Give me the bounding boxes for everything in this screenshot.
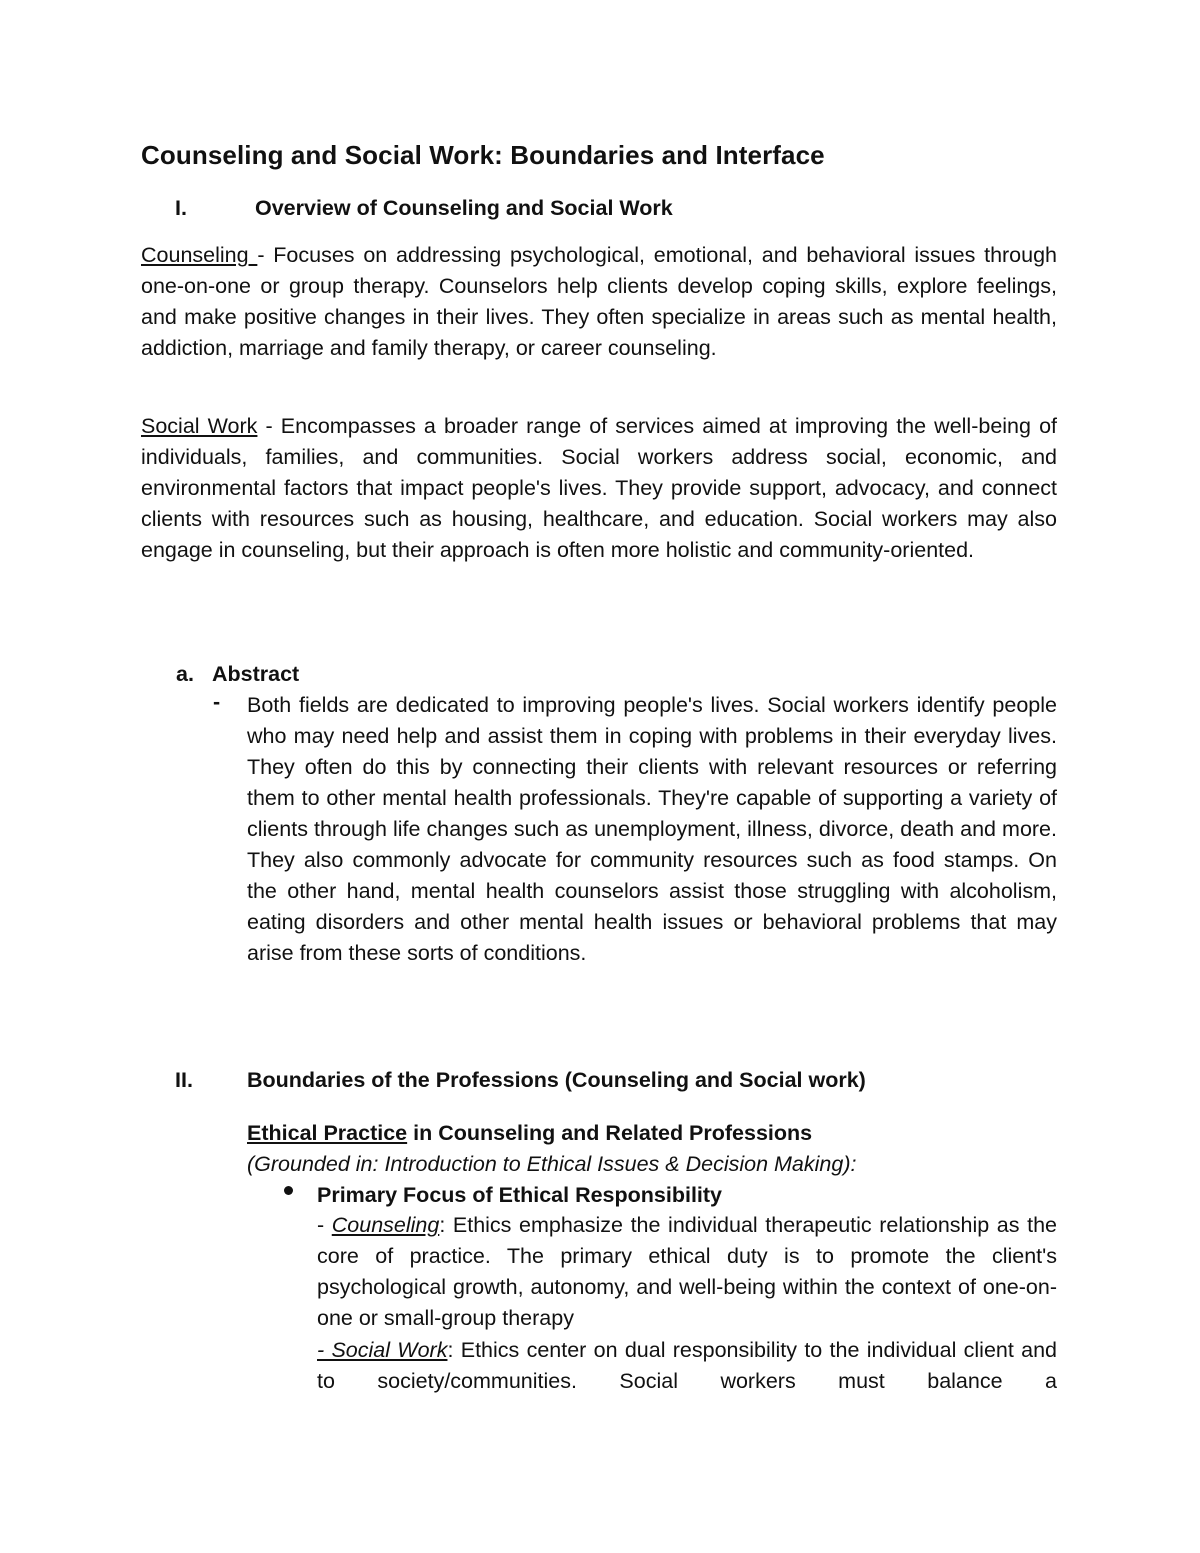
counseling-ethics-text: : Ethics emphasize the individual therapeutic relationship as the core of practice. The primary ethical duty is to promote the client's psychological growth, autonomy, and well-being within the context of one-on-one or small-group therapy: [317, 1213, 1057, 1330]
abstract-title: Abstract: [212, 662, 300, 686]
ethical-practice-rest: in Counseling and Related Professions: [407, 1121, 813, 1145]
counseling-term: Counseling: [141, 243, 258, 267]
counseling-ethics-prefix: -: [317, 1213, 332, 1237]
document-title: Counseling and Social Work: Boundaries and Interface: [141, 140, 825, 170]
abstract-heading: [176, 662, 476, 690]
ethical-practice-term: Ethical Practice: [247, 1121, 408, 1145]
grounding-line: (Grounded in: Introduction to Ethical Issues & Decision Making):: [247, 1152, 857, 1176]
section-2-number: II.: [175, 1068, 193, 1092]
abstract-paragraph: Both fields are dedicated to improving people's lives. Social workers identify people who may need help and assist them in coping with problems in their everyday lives. They often do this by connecting their clients with relevant resources or referring them to other mental health professionals. They're capable of supporting a variety of clients through life changes such as unemployment, illness, divorce, death and more. They also commonly advocate for community resources such as food stamps. On the other hand, mental health counselors assist those struggling with alcoholism, eating disorders and other mental health issues or behavioral problems that may arise from these sorts of conditions.: [247, 693, 1057, 965]
section-1-title: Overview of Counseling and Social Work: [255, 196, 673, 220]
counseling-ethics-paragraph: [317, 1210, 1057, 1334]
counseling-ethics-term: Counseling: [331, 1213, 440, 1237]
social-work-paragraph: [141, 411, 1057, 566]
abstract-dash-marker: -: [213, 690, 221, 714]
abstract-label: a.: [176, 662, 194, 686]
section-2-title: Boundaries of the Professions (Counseling and Social work): [247, 1068, 866, 1092]
social-work-ethics-term: - Social Work: [317, 1338, 448, 1362]
section-2-heading: [175, 1068, 975, 1096]
section-1-heading: [175, 196, 875, 224]
section-1-number: I.: [175, 196, 187, 220]
ethical-practice-subheading: [247, 1121, 812, 1146]
bullet-dot-icon: [284, 1186, 293, 1195]
social-work-term: Social Work: [141, 414, 258, 438]
bullet-heading: Primary Focus of Ethical Responsibility: [317, 1183, 723, 1207]
social-work-ethics-paragraph: [317, 1335, 1057, 1397]
social-work-text: - Encompasses a broader range of services aimed at improving the well-being of individuals, families, and communities. Social workers address social, economic, and environmental factors that impact people's lives. They provide support, advocacy, and connect clients with resources such as housing, healthcare, and education. Social workers may also engage in counseling, but their approach is often more holistic and community-oriented.: [141, 414, 1057, 562]
counseling-paragraph: [141, 240, 1057, 364]
social-work-ethics-text: : Ethics center on dual responsibility to the individual client and to society/communities. Social workers must balance a: [317, 1338, 1058, 1393]
counseling-text: - Focuses on addressing psychological, emotional, and behavioral issues through one-on-one or group therapy. Counselors help clients develop coping skills, explore feelings, and make positive changes in their lives. They often specialize in areas such as mental health, addiction, marriage and family therapy, or career counseling.: [141, 243, 1058, 360]
